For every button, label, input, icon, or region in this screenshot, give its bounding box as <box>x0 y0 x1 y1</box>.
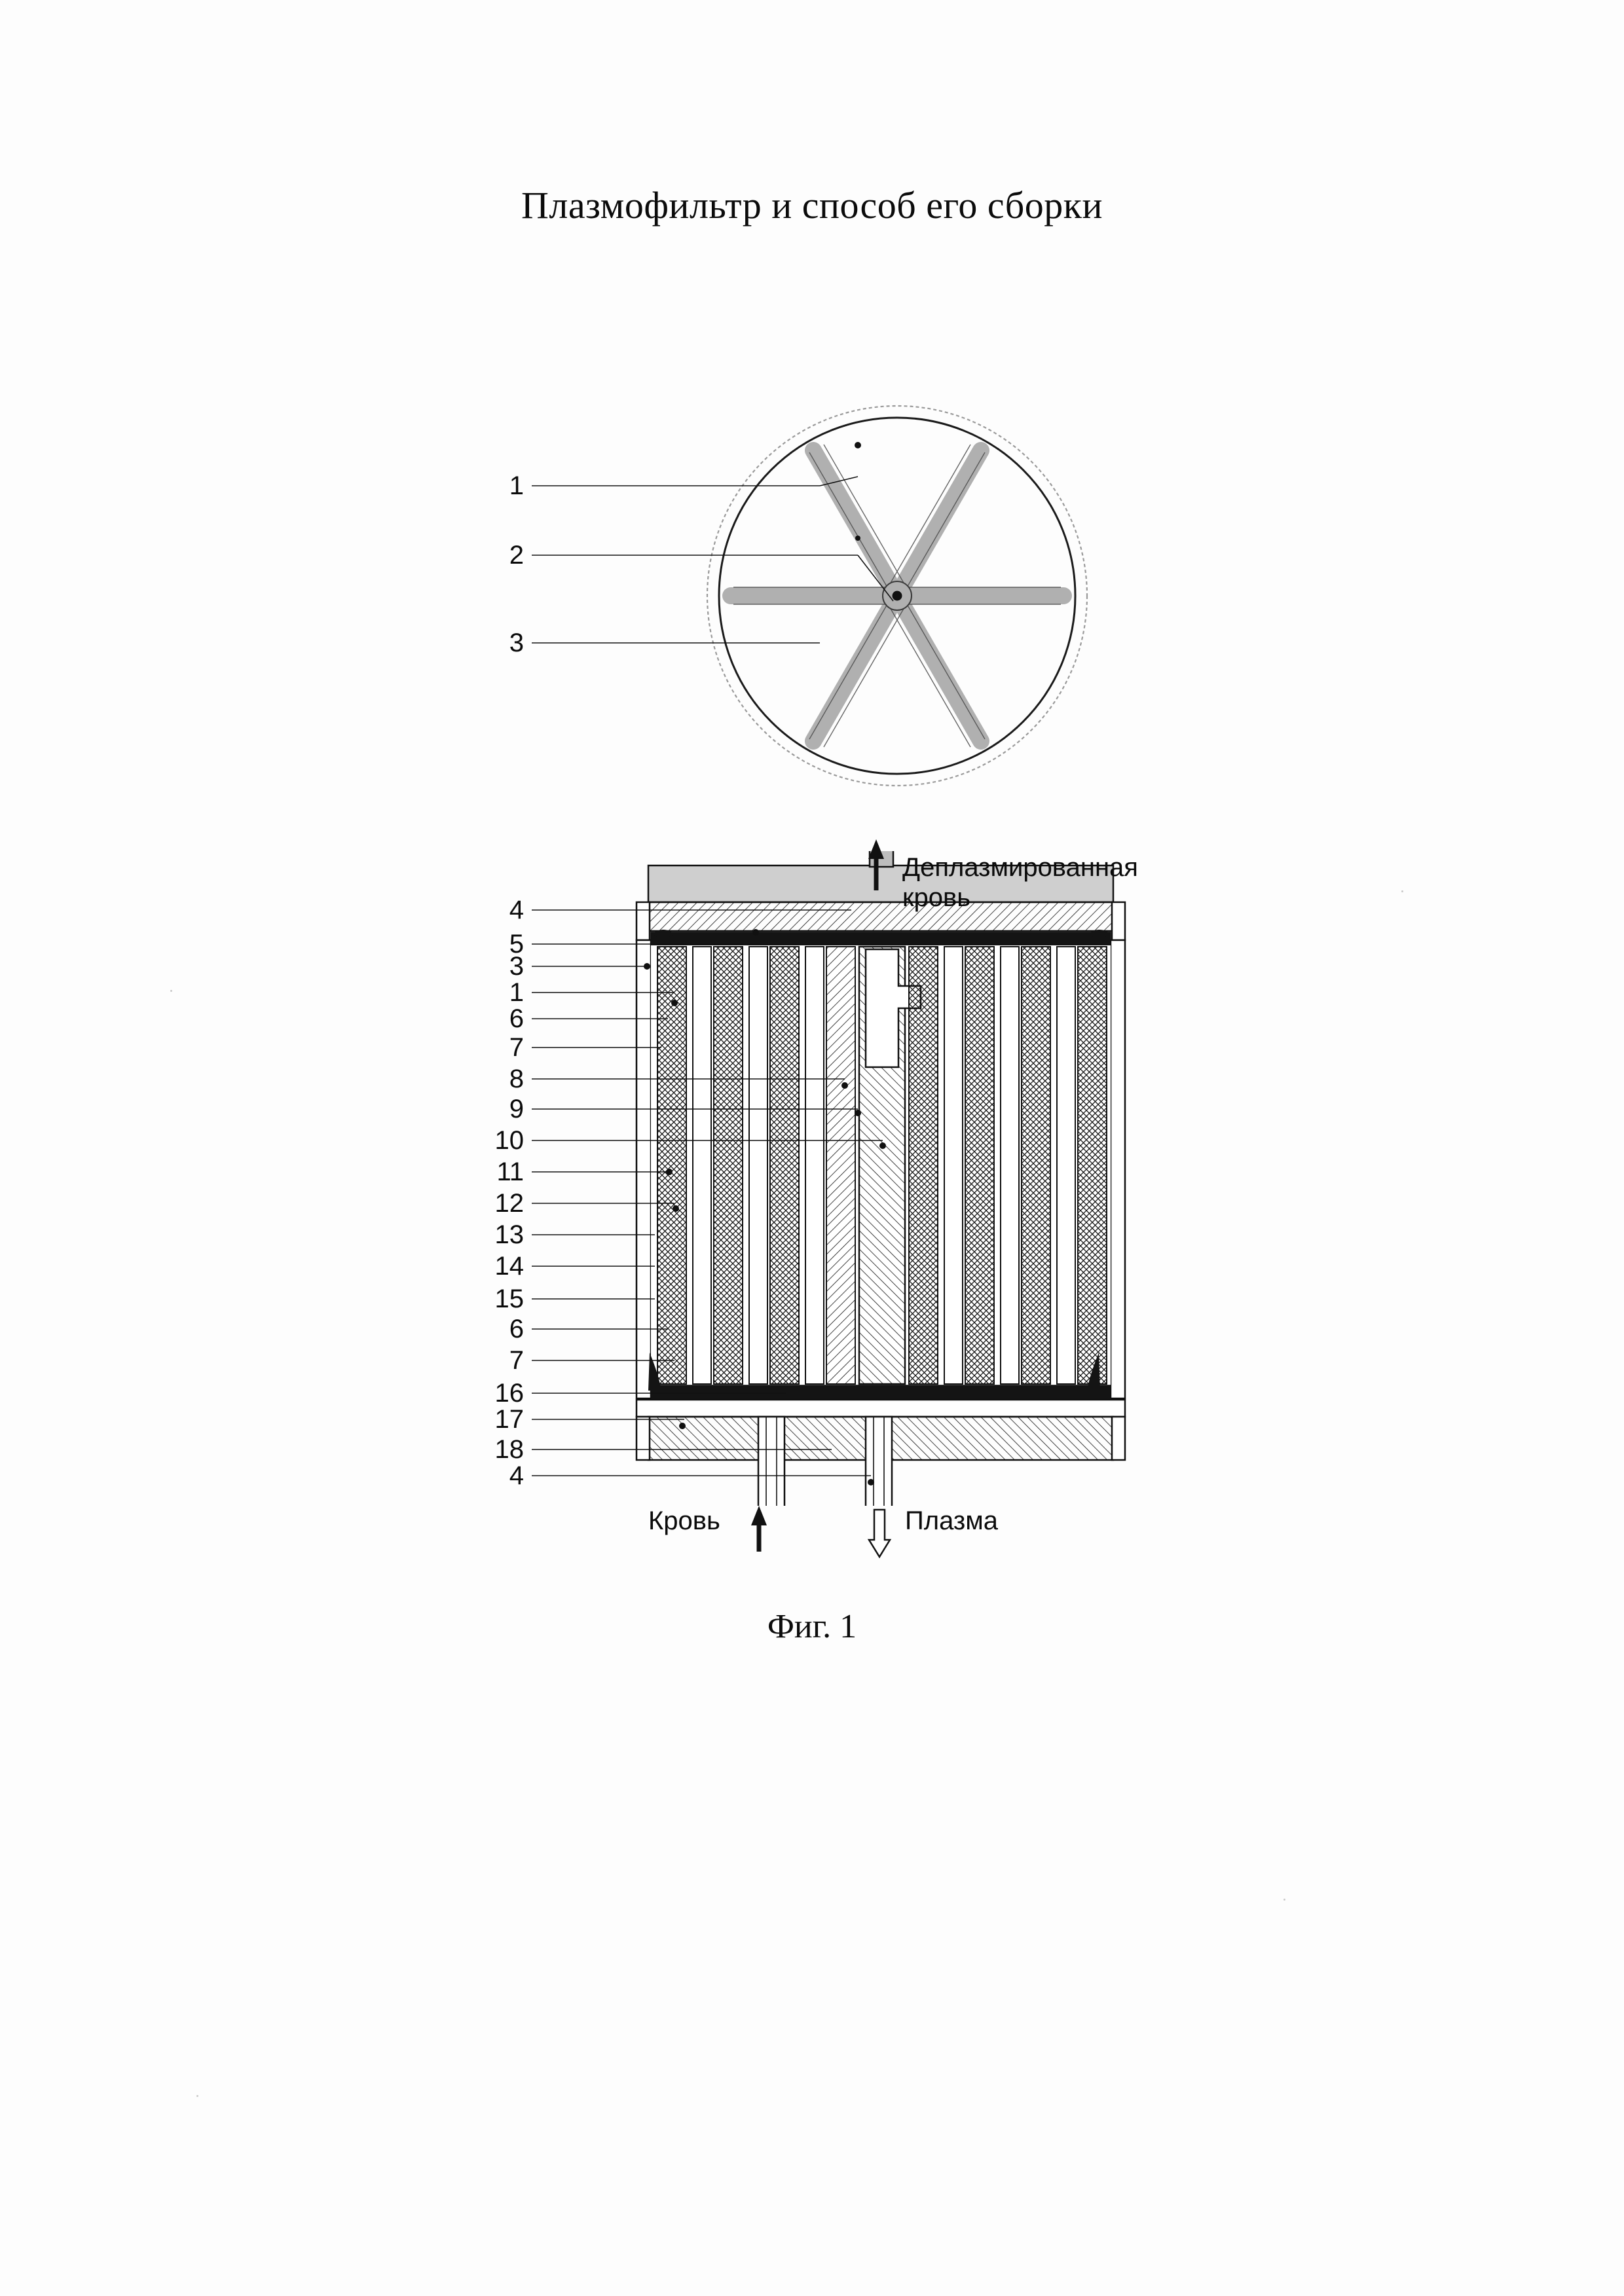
top-outlet-nozzle <box>870 851 893 867</box>
plan-callout-3: 3 <box>509 629 524 657</box>
section-callout-7-top: 7 <box>509 1033 524 1062</box>
section-diagram <box>609 851 1153 1506</box>
disc-center-hole <box>893 591 902 600</box>
section-callout-5: 5 <box>509 930 524 958</box>
page-title: Плазмофильтр и способ его сборки <box>521 184 1103 227</box>
section-callout-4-bot: 4 <box>509 1461 524 1490</box>
section-callout-13: 13 <box>494 1220 524 1249</box>
section-callout-11: 11 <box>496 1157 524 1186</box>
callout-dot-1 <box>855 442 861 448</box>
section-callout-6-top: 6 <box>509 1004 524 1033</box>
plan-callout-2: 2 <box>509 541 524 570</box>
housing-wall-right <box>1111 940 1125 1398</box>
upper-seal-bar <box>651 932 1111 945</box>
section-callout-14: 14 <box>494 1252 524 1281</box>
section-callout-10: 10 <box>494 1126 524 1155</box>
scan-speck <box>170 990 172 992</box>
scan-speck <box>196 2095 198 2097</box>
scan-speck <box>1401 890 1403 892</box>
section-callout-17: 17 <box>494 1405 524 1434</box>
section-callout-9: 9 <box>509 1095 524 1123</box>
membrane-stack <box>651 945 1111 1385</box>
section-callout-4-top: 4 <box>509 896 524 924</box>
callout-dot-3 <box>855 536 860 541</box>
label-plasma-outlet: Плазма <box>905 1506 998 1535</box>
blood-inlet-nozzle <box>758 1417 784 1506</box>
section-callout-12: 12 <box>494 1189 524 1218</box>
arrow-blood-inlet <box>751 1506 767 1552</box>
plan-callout-1: 1 <box>509 471 524 500</box>
section-callout-18: 18 <box>494 1435 524 1464</box>
plasma-outlet-nozzle <box>866 1417 892 1506</box>
label-deplasmated-blood: Деплазмированная кровь <box>902 853 1138 912</box>
section-callout-8: 8 <box>509 1065 524 1093</box>
section-callout-6-bot: 6 <box>509 1315 524 1343</box>
section-callout-16: 16 <box>494 1379 524 1408</box>
section-callout-3: 3 <box>509 952 524 981</box>
lower-seal-bar <box>651 1385 1111 1400</box>
section-callout-15: 15 <box>494 1285 524 1313</box>
label-blood-inlet: Кровь <box>648 1506 720 1535</box>
housing-wall-left <box>637 940 651 1398</box>
section-callout-1: 1 <box>509 978 524 1007</box>
top-cap-lip-left <box>637 902 650 940</box>
figure-caption: Фиг. 1 <box>767 1608 857 1645</box>
bottom-cap-flange <box>637 1400 1125 1417</box>
scan-speck <box>1283 1899 1285 1901</box>
section-callout-7-bot: 7 <box>509 1346 524 1375</box>
arrow-plasma-outlet <box>869 1510 890 1557</box>
plan-view-diagram <box>668 367 1126 825</box>
